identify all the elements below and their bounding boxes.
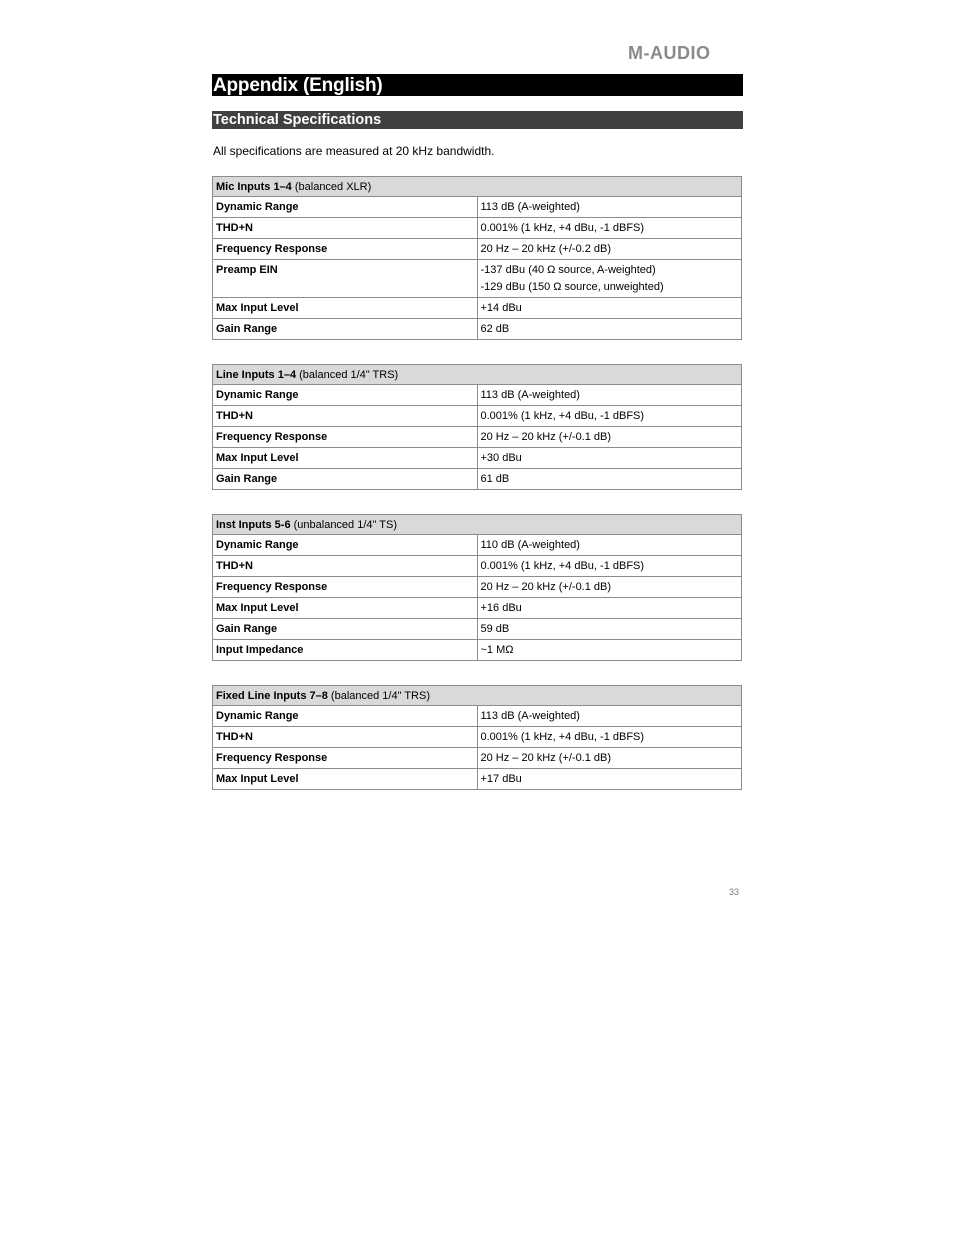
spec-value: 113 dB (A-weighted): [477, 197, 742, 218]
table-row: [213, 577, 742, 598]
table-row: [213, 319, 742, 340]
spec-label: Frequency Response: [213, 748, 478, 769]
table-title: [213, 686, 742, 706]
spec-value: +16 dBu: [477, 598, 742, 619]
spec-value: 113 dB (A-weighted): [477, 385, 742, 406]
table-title-bold: Mic Inputs 1–4: [216, 181, 292, 193]
table-title: [213, 177, 742, 197]
spec-value: 61 dB: [477, 469, 742, 490]
spec-label: Dynamic Range: [213, 535, 478, 556]
spec-label: Gain Range: [213, 619, 478, 640]
spec-label: THD+N: [213, 218, 478, 239]
spec-value: +14 dBu: [477, 298, 742, 319]
spec-label: Dynamic Range: [213, 706, 478, 727]
table-title: [213, 365, 742, 385]
page-number: 33: [729, 887, 740, 897]
table-title-bold: Fixed Line Inputs 7–8: [216, 690, 328, 702]
m-audio-logo: [628, 42, 742, 64]
spec-value-line: -137 dBu (40 Ω source, A-weighted): [480, 264, 656, 276]
spec-label: THD+N: [213, 556, 478, 577]
table-title-detail: (balanced 1/4" TRS): [327, 690, 431, 702]
spec-label: Gain Range: [213, 319, 478, 340]
table-row: [213, 619, 742, 640]
table-title-detail: (unbalanced 1/4" TS): [290, 519, 397, 531]
spec-value: +30 dBu: [477, 448, 742, 469]
section-heading: Technical Specifications: [212, 111, 743, 129]
spec-value: 20 Hz – 20 kHz (+/-0.1 dB): [477, 748, 742, 769]
table-row: [213, 239, 742, 260]
table-row: [213, 598, 742, 619]
spec-value: 0.001% (1 kHz, +4 dBu, -1 dBFS): [477, 406, 742, 427]
table-title-detail: (balanced 1/4" TRS): [296, 369, 399, 381]
spec-label: Max Input Level: [213, 598, 478, 619]
spec-label: Max Input Level: [213, 448, 478, 469]
spec-label: Preamp EIN: [213, 260, 478, 298]
table-row: [213, 706, 742, 727]
spec-table-mic-inputs: [212, 176, 742, 340]
table-row: [213, 556, 742, 577]
svg-text:M-AUDIO: M-AUDIO: [628, 43, 711, 63]
spec-label: Frequency Response: [213, 239, 478, 260]
spec-label: Frequency Response: [213, 577, 478, 598]
table-header-row: [213, 177, 742, 197]
spec-value: 0.001% (1 kHz, +4 dBu, -1 dBFS): [477, 218, 742, 239]
spec-value: 0.001% (1 kHz, +4 dBu, -1 dBFS): [477, 727, 742, 748]
page-title: Appendix (English): [212, 74, 743, 96]
table-row: [213, 218, 742, 239]
table-title: [213, 515, 742, 535]
spec-label: THD+N: [213, 406, 478, 427]
spec-label: Dynamic Range: [213, 385, 478, 406]
table-title-bold: Inst Inputs 5-6: [216, 519, 291, 531]
spec-value: 110 dB (A-weighted): [477, 535, 742, 556]
spec-value: +17 dBu: [477, 769, 742, 790]
spec-table-fixed-line-inputs: [212, 685, 742, 790]
spec-label: Input Impedance: [213, 640, 478, 661]
table-row: [213, 385, 742, 406]
spec-value: ~1 MΩ: [477, 640, 742, 661]
table-row: [213, 260, 742, 298]
m-audio-logo-mark: [628, 42, 742, 64]
spec-label: Max Input Level: [213, 298, 478, 319]
spec-value: [477, 260, 742, 298]
table-row: [213, 427, 742, 448]
table-row: [213, 727, 742, 748]
spec-value: 59 dB: [477, 619, 742, 640]
table-header-row: [213, 515, 742, 535]
table-row: [213, 640, 742, 661]
spec-value: 113 dB (A-weighted): [477, 706, 742, 727]
spec-table-inst-inputs: [212, 514, 742, 661]
spec-value: 0.001% (1 kHz, +4 dBu, -1 dBFS): [477, 556, 742, 577]
table-row: [213, 448, 742, 469]
spec-value: 20 Hz – 20 kHz (+/-0.2 dB): [477, 239, 742, 260]
spec-label: Gain Range: [213, 469, 478, 490]
table-row: [213, 469, 742, 490]
spec-value: 20 Hz – 20 kHz (+/-0.1 dB): [477, 577, 742, 598]
spec-table-line-inputs: [212, 364, 742, 490]
spec-label: Max Input Level: [213, 769, 478, 790]
spec-value: 20 Hz – 20 kHz (+/-0.1 dB): [477, 427, 742, 448]
spec-value-line: -129 dBu (150 Ω source, unweighted): [480, 281, 664, 293]
table-row: [213, 535, 742, 556]
table-row: [213, 197, 742, 218]
spec-label: Frequency Response: [213, 427, 478, 448]
table-header-row: [213, 686, 742, 706]
spec-value: 62 dB: [477, 319, 742, 340]
table-title-bold: Line Inputs 1–4: [216, 369, 297, 381]
table-row: [213, 748, 742, 769]
table-header-row: [213, 365, 742, 385]
table-row: [213, 406, 742, 427]
table-row: [213, 298, 742, 319]
spec-label: Dynamic Range: [213, 197, 478, 218]
table-row: [213, 769, 742, 790]
table-title-detail: (balanced XLR): [291, 181, 372, 193]
spec-label: THD+N: [213, 727, 478, 748]
intro-text: All specifications are measured at 20 kHz bandwidth.: [213, 144, 495, 158]
